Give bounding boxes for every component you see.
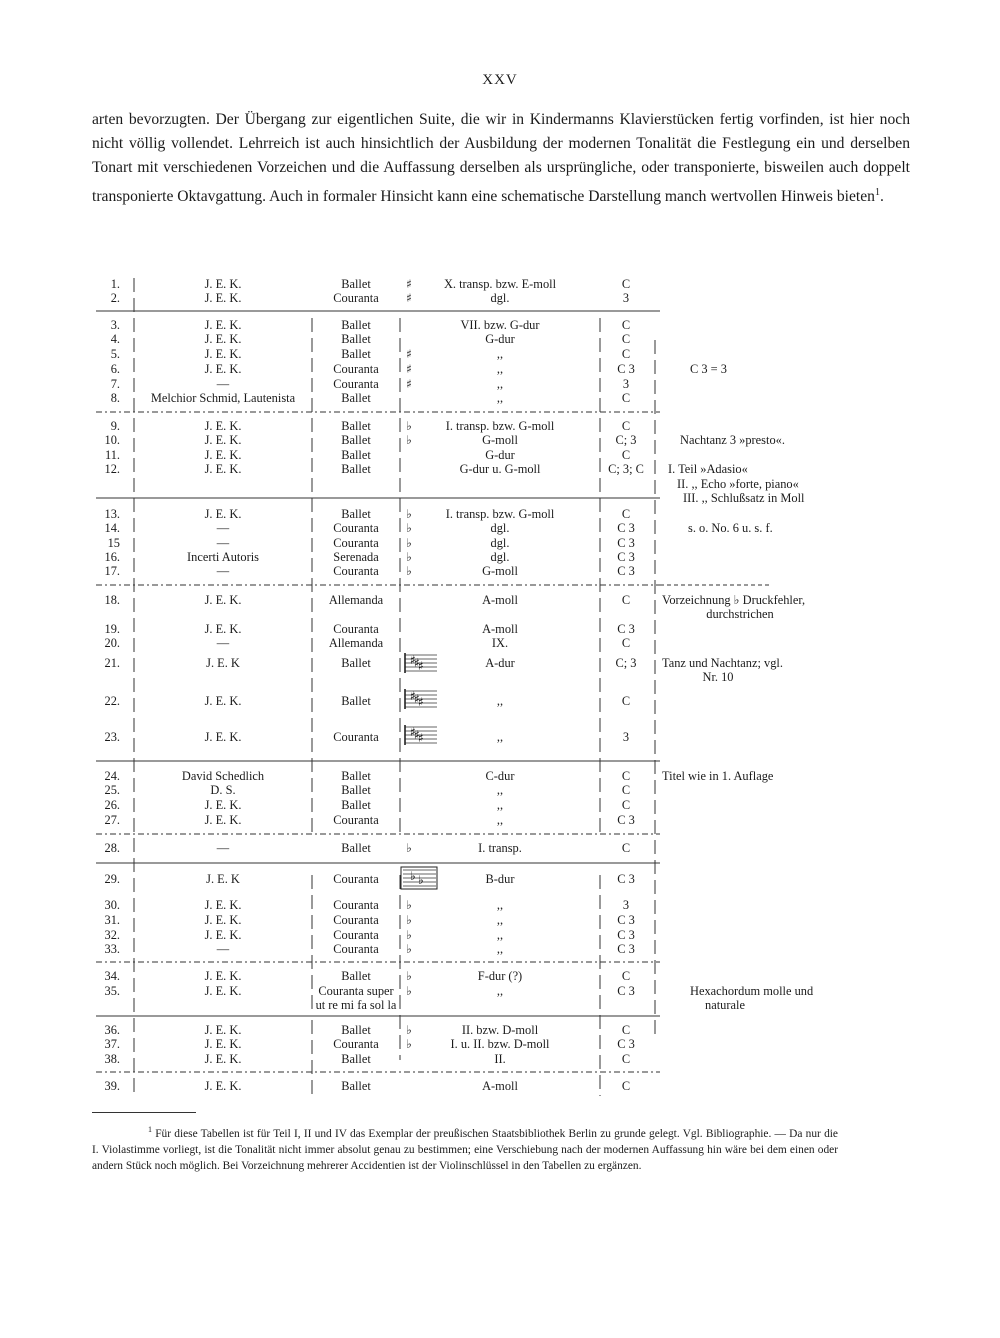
meter-cell: C (621, 636, 631, 650)
dance-cell: Ballet (341, 462, 371, 476)
dance-cell: Couranta (333, 521, 379, 535)
remark-cell: Nachtanz 3 »presto«. (680, 433, 785, 447)
dance-cell: Couranta (333, 730, 379, 744)
dance-cell: Ballet (341, 694, 371, 708)
key-cell: ,, (496, 391, 504, 405)
dance-cell: Ballet (341, 318, 371, 332)
meter-cell: C 3 (617, 913, 635, 927)
meter-cell: C (621, 419, 631, 433)
flat-sign: ♭ (406, 536, 412, 550)
flat-sign: ♭ (406, 550, 412, 564)
remark-cell: s. o. No. 6 u. s. f. (688, 521, 773, 535)
meter-cell: C (621, 318, 631, 332)
composer-cell: J. E. K. (204, 362, 242, 376)
composer-cell: — (216, 942, 230, 956)
dance-cell: Couranta (333, 291, 379, 305)
intro-text: arten bevorzugten. Der Übergang zur eigentlichen Suite, die wir in Kindermanns Klavierstücken fertig vorfinden, ist hier noch nicht völlig vollendet. Lehrreich ist auch hinsichtlich der Ausbildung der modernen Tonalität die Festlegung ein und derselben Tonart mit verschiedenen Vorzeichen und die Auffassung derselben als ursprüngliche, oder transponierte, bisweilen auch doppelt transponierte Oktavgattung. Auch in formaler Hinsicht kann eine schematische Darstellung manch wertvollen Hinweis bieten (92, 111, 910, 205)
sharp-sign: ♯ (406, 347, 412, 361)
flat-sign: ♭ (406, 521, 412, 535)
meter-cell: C 3 (617, 550, 635, 564)
dance-cell: Couranta (333, 564, 379, 578)
composer-cell: J. E. K. (204, 419, 242, 433)
key-cell: A-dur (485, 656, 515, 670)
key-cell: ,, (496, 813, 504, 827)
composer-cell: J. E. K. (204, 507, 242, 521)
flat-sign: ♭ (406, 969, 412, 983)
sharp-sign: ♯ (406, 291, 412, 305)
key-cell: ,, (496, 942, 504, 956)
meter-cell: C (621, 507, 631, 521)
row-number: 7. (110, 377, 120, 391)
meter-cell: C 3 (617, 362, 635, 376)
remark-continuation: II. ,, Echo »forte, piano« (677, 477, 799, 491)
dance-cell: Ballet (341, 1079, 371, 1093)
dance-cell: Couranta (333, 362, 379, 376)
dance-cell: Ballet (341, 419, 371, 433)
key-cell: A-moll (482, 622, 518, 636)
meter-cell: C (621, 347, 631, 361)
flat-sign: ♭ (406, 433, 412, 447)
meter-cell: 3 (622, 898, 630, 912)
key-cell: G-dur (485, 332, 515, 346)
key-cell: I. transp. bzw. G-moll (445, 419, 555, 433)
svg-text:♯: ♯ (414, 728, 420, 742)
svg-text:♯: ♯ (410, 653, 416, 667)
row-number: 6. (110, 362, 120, 376)
row-number: 23. (104, 730, 120, 744)
key-cell: IX. (491, 636, 509, 650)
composer-cell: J. E. K. (204, 798, 242, 812)
flat-sign: ♭ (406, 507, 412, 521)
key-cell: G-dur (485, 448, 515, 462)
composer-cell: — (216, 536, 230, 550)
key-cell: dgl. (490, 521, 510, 535)
composer-cell: J. E. K. (204, 347, 242, 361)
svg-text:♯: ♯ (418, 695, 424, 709)
key-cell: G-dur u. G-moll (459, 462, 541, 476)
row-number: 38. (104, 1052, 120, 1066)
dance-cell: Ballet (341, 347, 371, 361)
row-number: 15 (107, 536, 120, 550)
dance-cell: Ballet (341, 783, 371, 797)
key-signature-staff (405, 653, 437, 673)
meter-cell: C 3 (617, 984, 635, 998)
remark-cell: I. Teil »Adasio« (668, 462, 748, 476)
row-number: 18. (104, 593, 120, 607)
meter-cell: C 3 (617, 564, 635, 578)
key-cell: II. (494, 1052, 506, 1066)
meter-cell: 3 (622, 377, 630, 391)
flat-sign: ♭ (406, 1037, 412, 1051)
row-number: 26. (104, 798, 120, 812)
key-cell: ,, (496, 694, 504, 708)
composer-cell: J. E. K. (204, 694, 242, 708)
key-signature-staff (405, 689, 437, 709)
key-cell: ,, (496, 898, 504, 912)
meter-cell: C (621, 1052, 631, 1066)
dance-cell: Allemanda (328, 593, 384, 607)
composer-cell: J. E. K. (204, 433, 242, 447)
meter-cell: C 3 (617, 928, 635, 942)
composer-cell: — (216, 636, 230, 650)
key-signature-staff (405, 725, 437, 745)
composer-cell: J. E. K (206, 656, 240, 670)
dance-cell: Couranta (333, 928, 379, 942)
key-cell: I. transp. bzw. G-moll (445, 507, 555, 521)
row-number: 9. (110, 419, 120, 433)
svg-text:♯: ♯ (418, 659, 424, 673)
flat-sign: ♭ (406, 898, 412, 912)
svg-text:♯: ♯ (418, 731, 424, 745)
svg-text:♯: ♯ (414, 692, 420, 706)
flat-sign: ♭ (406, 928, 412, 942)
remark-cell: C 3 = 3 (690, 362, 727, 376)
composer-cell: J. E. K. (204, 898, 242, 912)
dance-cell: Allemanda (328, 636, 384, 650)
meter-cell: 3 (622, 730, 630, 744)
meter-cell: C 3 (617, 521, 635, 535)
svg-text:♯: ♯ (410, 725, 416, 739)
dance-cell: Couranta (333, 1037, 379, 1051)
row-number: 2. (110, 291, 120, 305)
composer-cell: Incerti Autoris (187, 550, 259, 564)
dance-cell: Serenada (333, 550, 379, 564)
meter-cell: C (621, 332, 631, 346)
sharp-sign: ♯ (406, 377, 412, 391)
composer-cell: J. E. K. (204, 277, 242, 291)
meter-cell: C (621, 593, 631, 607)
flat-sign: ♭ (406, 1023, 412, 1037)
svg-text:♭: ♭ (418, 873, 424, 887)
flat-sign: ♭ (406, 913, 412, 927)
meter-cell: C (621, 969, 631, 983)
row-number: 17. (104, 564, 120, 578)
meter-cell: C (621, 694, 631, 708)
key-cell: ,, (496, 347, 504, 361)
key-cell: ,, (496, 798, 504, 812)
meter-cell: C 3 (617, 942, 635, 956)
dance-cell: Couranta (333, 913, 379, 927)
composer-cell: J. E. K. (204, 984, 242, 998)
dance-cell: Couranta (333, 622, 379, 636)
row-number: 8. (110, 391, 120, 405)
row-number: 24. (104, 769, 120, 783)
composer-cell: J. E. K. (204, 1052, 242, 1066)
dance-cell: Couranta (333, 942, 379, 956)
row-number: 28. (104, 841, 120, 855)
composer-cell: D. S. (210, 783, 236, 797)
row-number: 35. (104, 984, 120, 998)
row-number: 11. (104, 448, 120, 462)
key-cell: VII. bzw. G-dur (460, 318, 540, 332)
row-number: 21. (104, 656, 120, 670)
meter-cell: C; 3 (615, 433, 637, 447)
dance-cell: Couranta (333, 898, 379, 912)
composer-cell: J. E. K. (204, 593, 242, 607)
remark-continuation: III. ,, Schlußsatz in Moll (683, 491, 805, 505)
meter-cell: C (621, 783, 631, 797)
composer-cell: Melchior Schmid, Lautenista (150, 391, 296, 405)
meter-cell: C 3 (617, 813, 635, 827)
composer-cell: J. E. K. (204, 462, 242, 476)
remark-continuation: Nr. 10 (702, 670, 734, 684)
row-number: 36. (104, 1023, 120, 1037)
composer-cell: — (216, 841, 230, 855)
meter-cell: C (621, 798, 631, 812)
row-number: 16. (104, 550, 120, 564)
key-cell: dgl. (490, 550, 510, 564)
row-number: 19. (104, 622, 120, 636)
intro-paragraph: arten bevorzugten. Der Übergang zur eigentlichen Suite, die wir in Kindermanns Klavierstücken fertig vorfinden, ist hier noch nicht völlig vollendet. Lehrreich ist auch hinsichtlich der Ausbildung der modernen Tonalität die Festlegung ein und derselben Tonart mit verschiedenen Vorzeichen und die Auffassung derselben als ursprüngliche, oder transponierte, bisweilen auch doppelt transponierte Oktavgattung. Auch in formaler Hinsicht kann eine schematische Darstellung manch wertvollen Hinweis bieten$^1$. (92, 111, 910, 205)
dance-cell: Ballet (341, 332, 371, 346)
key-cell: dgl. (490, 536, 510, 550)
dance-cell: Ballet (341, 1023, 371, 1037)
dance-cell: Ballet (341, 507, 371, 521)
composer-cell: — (216, 377, 230, 391)
row-number: 12. (104, 462, 120, 476)
meter-cell: C (621, 841, 631, 855)
composer-cell: J. E. K. (204, 448, 242, 462)
composer-cell: J. E. K. (204, 318, 242, 332)
row-number: 25. (104, 783, 120, 797)
meter-cell: C 3 (617, 1037, 635, 1051)
key-cell: ,, (496, 783, 504, 797)
meter-cell: C; 3 (615, 656, 637, 670)
footnote-text: Für diese Tabellen ist für Teil I, II und IV das Exemplar der preußischen Staatsbibliothek Berlin zu grunde gelegt. Vgl. Bibliographie. — Da nur die I. Violastimme vorliegt, ist die Tonalität nicht immer absolut genau zu bestimmen; eine Verschiebung nach der modernen Auffassung hin wäre bei dem einen oder andern Stück noch möglich. Bei Vorzeichnung mehrerer Accidentien ist der Violinschlüssel in den Tabellen zu ergänzen. (92, 1127, 838, 1173)
dance-cell: Ballet (341, 277, 371, 291)
dance-cell: Couranta (333, 536, 379, 550)
flat-sign: ♭ (406, 984, 412, 998)
dance-cell: Ballet (341, 969, 371, 983)
row-number: 27. (104, 813, 120, 827)
row-number: 31. (104, 913, 120, 927)
flat-sign: ♭ (406, 564, 412, 578)
composer-cell: J. E. K. (204, 928, 242, 942)
key-signature-staff (401, 867, 437, 889)
composer-cell: J. E. K. (204, 730, 242, 744)
footnote-rule (92, 1112, 196, 1113)
key-cell: ,, (496, 377, 504, 391)
key-cell: F-dur (?) (477, 969, 523, 983)
row-number: 33. (104, 942, 120, 956)
dance-cell: Ballet (341, 391, 371, 405)
composer-cell: J. E. K. (204, 913, 242, 927)
row-number: 5. (110, 347, 120, 361)
dance-cell: Ballet (341, 448, 371, 462)
key-cell: dgl. (490, 291, 510, 305)
dance-cell: Couranta (333, 377, 379, 391)
composer-cell: J. E. K (206, 872, 240, 886)
svg-text:♯: ♯ (410, 689, 416, 703)
remark-continuation: durchstrichen (706, 607, 774, 621)
dance-cell: Couranta super (318, 984, 394, 998)
composer-cell: — (216, 564, 230, 578)
dance-cell: Ballet (341, 841, 371, 855)
row-number: 3. (110, 318, 120, 332)
meter-cell: 3 (622, 291, 630, 305)
key-cell: B-dur (485, 872, 515, 886)
meter-cell: C (621, 448, 631, 462)
dance-cell: Ballet (341, 769, 371, 783)
row-number: 4. (110, 332, 120, 346)
dance-cell: Couranta (333, 813, 379, 827)
composer-cell: J. E. K. (204, 622, 242, 636)
row-number: 32. (104, 928, 120, 942)
footnote-reference: 1 (874, 186, 880, 198)
meter-cell: C (621, 277, 631, 291)
dance-cell: Ballet (341, 433, 371, 447)
composer-cell: J. E. K. (204, 1037, 242, 1051)
row-number: 22. (104, 694, 120, 708)
remark-continuation: ut re mi fa sol la (315, 998, 397, 1012)
key-cell: G-moll (482, 433, 518, 447)
key-cell: G-moll (482, 564, 518, 578)
flat-sign: ♭ (406, 841, 412, 855)
remark-cell: Tanz und Nachtanz; vgl. (662, 656, 783, 670)
remark-cell: Hexachordum molle und (690, 984, 814, 998)
dance-cell: Couranta (333, 872, 379, 886)
row-number: 1. (110, 277, 120, 291)
meter-cell: C 3 (617, 622, 635, 636)
remark-continuation: naturale (705, 998, 745, 1012)
key-cell: X. transp. bzw. E-moll (443, 277, 557, 291)
row-number: 34. (104, 969, 120, 983)
key-cell: II. bzw. D-moll (461, 1023, 539, 1037)
row-number: 13. (104, 507, 120, 521)
dance-cell: Ballet (341, 656, 371, 670)
key-cell: C-dur (485, 769, 515, 783)
meter-cell: C (621, 769, 631, 783)
footnote (92, 1122, 838, 1174)
key-cell: ,, (496, 984, 504, 998)
composer-cell: J. E. K. (204, 1079, 242, 1093)
key-cell: ,, (496, 362, 504, 376)
row-number: 37. (104, 1037, 120, 1051)
key-cell: I. u. II. bzw. D-moll (450, 1037, 550, 1051)
row-number: 10. (104, 433, 120, 447)
row-number: 20. (104, 636, 120, 650)
meter-cell: C 3 (617, 536, 635, 550)
flat-sign: ♭ (406, 942, 412, 956)
key-cell: ,, (496, 913, 504, 927)
row-number: 29. (104, 872, 120, 886)
svg-text:♯: ♯ (414, 656, 420, 670)
composer-cell: J. E. K. (204, 1023, 242, 1037)
composer-cell: David Schedlich (181, 769, 265, 783)
key-cell: A-moll (482, 593, 518, 607)
key-cell: ,, (496, 730, 504, 744)
composer-cell: J. E. K. (204, 291, 242, 305)
meter-cell: C 3 (617, 872, 635, 886)
key-cell: ,, (496, 928, 504, 942)
page-number: XXV (482, 72, 518, 88)
sharp-sign: ♯ (406, 277, 412, 291)
composer-cell: — (216, 521, 230, 535)
row-number: 30. (104, 898, 120, 912)
footnote-mark: 1 (148, 1125, 152, 1134)
composer-cell: J. E. K. (204, 813, 242, 827)
remark-cell: Titel wie in 1. Auflage (662, 769, 774, 783)
composer-cell: J. E. K. (204, 969, 242, 983)
key-cell: I. transp. (478, 841, 522, 855)
dance-cell: Ballet (341, 1052, 371, 1066)
remark-cell: Vorzeichnung ♭ Druckfehler, (662, 593, 806, 607)
meter-cell: C; 3; C (608, 462, 644, 476)
dance-cell: Ballet (341, 798, 371, 812)
meter-cell: C (621, 391, 631, 405)
key-cell: A-moll (482, 1079, 518, 1093)
row-number: 14. (104, 521, 120, 535)
meter-cell: C (621, 1079, 631, 1093)
flat-sign: ♭ (406, 419, 412, 433)
meter-cell: C (621, 1023, 631, 1037)
sharp-sign: ♯ (406, 362, 412, 376)
composer-cell: J. E. K. (204, 332, 242, 346)
svg-text:♭: ♭ (410, 869, 416, 883)
row-number: 39. (104, 1079, 120, 1093)
